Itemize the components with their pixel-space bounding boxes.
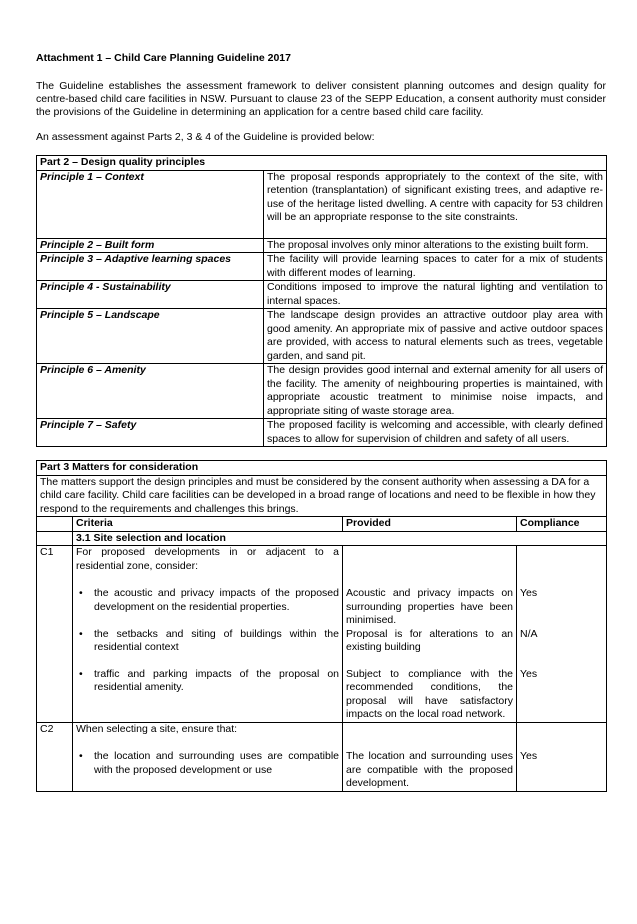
criterion-item-row (37, 668, 607, 723)
principle-name: Principle 7 – Safety (37, 419, 264, 447)
compliance-value: Yes (517, 668, 607, 723)
criterion-id-cell (37, 587, 73, 628)
principle-assessment: The landscape design provides an attractive outdoor play area with good amenity. An appropriate mix of passive and active outdoor spaces are provided, with access to natural elements such as trees, vegetable garden, and sand pit. (264, 309, 607, 364)
part2-table (36, 155, 607, 447)
principle-name: Principle 2 – Built form (37, 238, 264, 253)
column-header-provided: Provided (343, 517, 517, 532)
principle-name: Principle 3 – Adaptive learning spaces (37, 253, 264, 281)
part2-heading: Part 2 – Design quality principles (37, 156, 607, 171)
criterion-item-row (37, 587, 607, 628)
principle-name: Principle 4 - Sustainability (37, 281, 264, 309)
provided-cell (343, 722, 517, 750)
provided-text: The location and surrounding uses are compatible with the proposed development. (343, 750, 517, 791)
principle-row (37, 281, 607, 309)
compliance-cell (517, 546, 607, 588)
criterion-item-row (37, 750, 607, 791)
part2-header-row (37, 156, 607, 171)
criterion-id-cell (37, 628, 73, 668)
principle-name: Principle 5 – Landscape (37, 309, 264, 364)
criterion-item (73, 587, 343, 628)
section-id-cell (37, 531, 73, 546)
principle-row (37, 238, 607, 253)
principle-row (37, 309, 607, 364)
compliance-value: Yes (517, 750, 607, 791)
column-header-criteria: Criteria (73, 517, 343, 532)
criterion-item (73, 668, 343, 723)
part3-table (36, 460, 607, 792)
column-header-compliance: Compliance (517, 517, 607, 532)
principle-row (37, 419, 607, 447)
criterion-id: C1 (37, 546, 73, 588)
principle-name: Principle 6 – Amenity (37, 364, 264, 419)
criterion-lead: For proposed developments in or adjacent to a residential zone, consider: (73, 546, 343, 588)
section-row (37, 531, 607, 546)
document-page (36, 52, 606, 792)
intro-paragraph: The Guideline establishes the assessment framework to deliver consistent planning outcomes and design quality for centre-based child care facilities in NSW. Pursuant to clause 23 of the SEPP Education, a consent authority must consider the provisions of the Guideline in determining an application for a centre based child care facility. (36, 80, 606, 118)
criterion-id: C2 (37, 722, 73, 750)
principle-assessment: The proposal responds appropriately to the context of the site, with retention (transplantation) of significant existing trees, and adaptive re-use of the heritage listed dwelling. A centre with capacity for 53 children will be an appropriate response to the site constraints. (264, 170, 607, 238)
provided-text: Subject to compliance with the recommended conditions, the proposal will have satisfactory impacts on the local road network. (343, 668, 517, 723)
column-header-row (37, 517, 607, 532)
criterion-item (73, 628, 343, 668)
criterion-id-cell (37, 750, 73, 791)
criterion-item-row (37, 628, 607, 668)
criterion-item-text: • the location and surrounding uses are compatible with the proposed development or use (76, 750, 339, 777)
criterion-item-text: • traffic and parking impacts of the proposal on residential amenity. (76, 668, 339, 695)
part3-intro: The matters support the design principles and must be considered by the consent authority when assessing a DA for a child care facility. Child care facilities can be developed in a broad range of locations and need to be flexible in how they respond to the requirements and challenges this brings. (37, 475, 607, 517)
principle-name: Principle 1 – Context (37, 170, 264, 238)
principle-assessment: The proposed facility is welcoming and accessible, with clearly defined spaces to allow for supervision of children and safety of all users. (264, 419, 607, 447)
principle-assessment: The design provides good internal and external amenity for all users of the facility. The amenity of neighbouring properties is maintained, with appropriate acoustic treatment to minimise noise impacts, and appropriate siting of waste storage area. (264, 364, 607, 419)
assessment-line: An assessment against Parts 2, 3 & 4 of the Guideline is provided below: (36, 131, 375, 143)
provided-cell (343, 546, 517, 588)
criterion-lead-row (37, 546, 607, 588)
provided-text: Proposal is for alterations to an existing building (343, 628, 517, 668)
column-header-id (37, 517, 73, 532)
principle-row (37, 170, 607, 238)
part3-intro-row (37, 475, 607, 517)
principle-assessment: The proposal involves only minor alterations to the existing built form. (264, 238, 607, 253)
criterion-item (73, 750, 343, 791)
criterion-lead: When selecting a site, ensure that: (73, 722, 343, 750)
principle-row (37, 364, 607, 419)
provided-text: Acoustic and privacy impacts on surrounding properties have been minimised. (343, 587, 517, 628)
document-title: Attachment 1 – Child Care Planning Guideline 2017 (36, 52, 291, 64)
principle-assessment: Conditions imposed to improve the natural lighting and ventilation to internal spaces. (264, 281, 607, 309)
criterion-item-text: • the acoustic and privacy impacts of the proposed development on the residential properties. (76, 587, 339, 614)
compliance-value: Yes (517, 587, 607, 628)
principle-row (37, 253, 607, 281)
compliance-value: N/A (517, 628, 607, 668)
criterion-lead-row (37, 722, 607, 750)
criterion-id-cell (37, 668, 73, 723)
criterion-item-text: • the setbacks and siting of buildings within the residential context (76, 628, 339, 655)
compliance-cell (517, 722, 607, 750)
section-heading: 3.1 Site selection and location (73, 531, 607, 546)
principle-assessment: The facility will provide learning spaces to cater for a mix of students with different modes of learning. (264, 253, 607, 281)
part3-heading: Part 3 Matters for consideration (37, 461, 607, 476)
part3-header-row (37, 461, 607, 476)
